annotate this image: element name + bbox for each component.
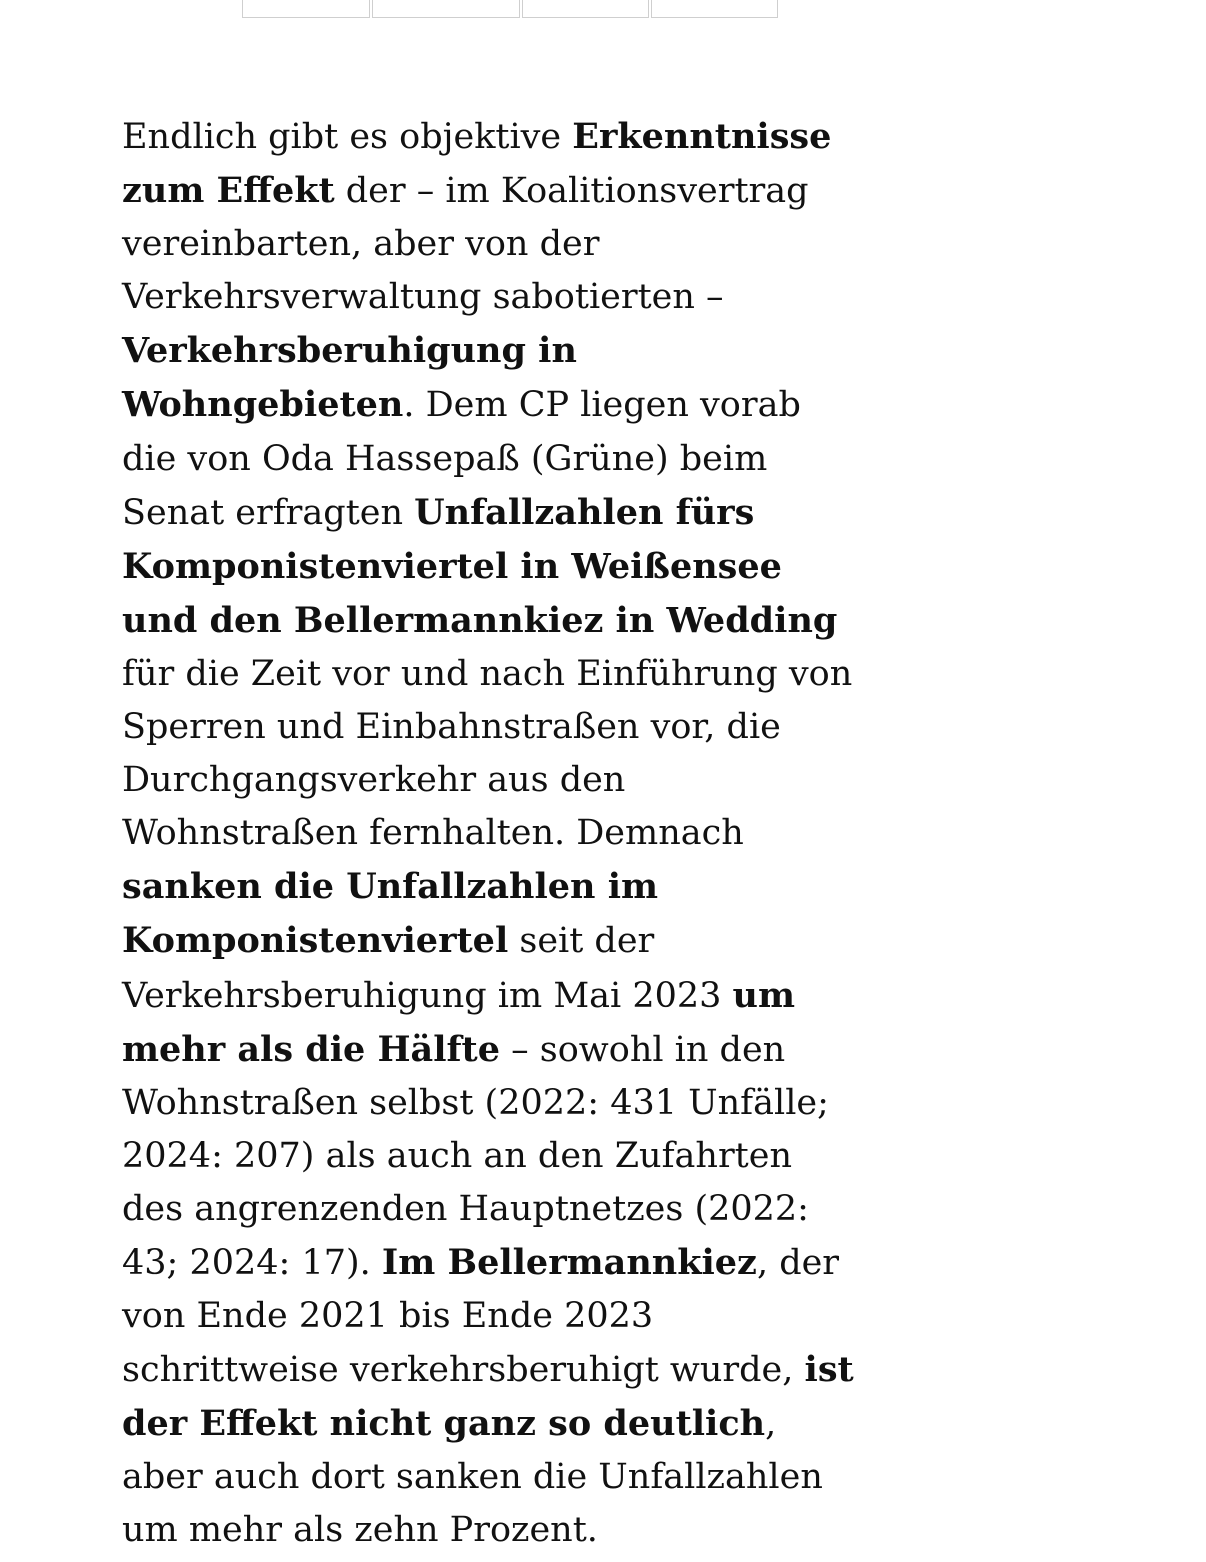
article-paragraph <box>122 110 862 1558</box>
bold-text-segment: Unfallzahlen fürs Komponistenviertel in Weißensee und den Bellermannkiez in Wedding <box>122 491 838 641</box>
text-segment: der – im Koalitionsvertrag vereinbarten, aber von der Verkehrsverwaltung sabotierten – <box>122 171 809 318</box>
top-tab[interactable] <box>522 0 649 18</box>
top-tab[interactable] <box>242 0 370 18</box>
top-tab[interactable] <box>372 0 520 18</box>
text-segment: seit der Verkehrsberuhigung im Mai 2023 <box>122 921 733 1016</box>
top-tab[interactable] <box>651 0 778 18</box>
text-segment: – sowohl in den Wohnstraßen selbst (2022: 431 Unfälle; 2024: 207) als auch an den Zufahrten des angrenzenden Hauptnetzes (2022: 43; 2024: 17). <box>122 1029 829 1283</box>
top-tab-strip <box>242 0 778 20</box>
text-segment: Endlich gibt es objektive <box>122 117 573 157</box>
text-segment: , der von Ende 2021 bis Ende 2023 schrittweise verkehrsberuhigt wurde, <box>122 1242 840 1391</box>
bold-text-segment: Erkenntnisse zum Effekt <box>122 116 832 212</box>
bold-text-segment: sanken die Unfallzahlen im Komponistenviertel <box>122 866 659 962</box>
bold-text-segment: Im Bellermannkiez <box>381 1241 757 1283</box>
bold-text-segment: Verkehrsberuhigung in Wohngebieten <box>122 330 577 426</box>
bold-text-segment: um mehr als die Hälfte <box>122 974 796 1070</box>
text-segment: für die Zeit vor und nach Einführung von Sperren und Einbahnstraßen vor, die Durchgangsverkehr aus den Wohnstraßen fernhalten. Demnach <box>122 653 853 854</box>
text-segment: , aber auch dort sanken die Unfallzahlen um mehr als zehn Prozent. <box>122 1404 823 1551</box>
text-segment: . Dem CP liegen vorab die von Oda Hassepaß (Grüne) beim Senat erfragten <box>122 385 801 533</box>
bold-text-segment: ist der Effekt nicht ganz so deutlich <box>122 1349 854 1445</box>
